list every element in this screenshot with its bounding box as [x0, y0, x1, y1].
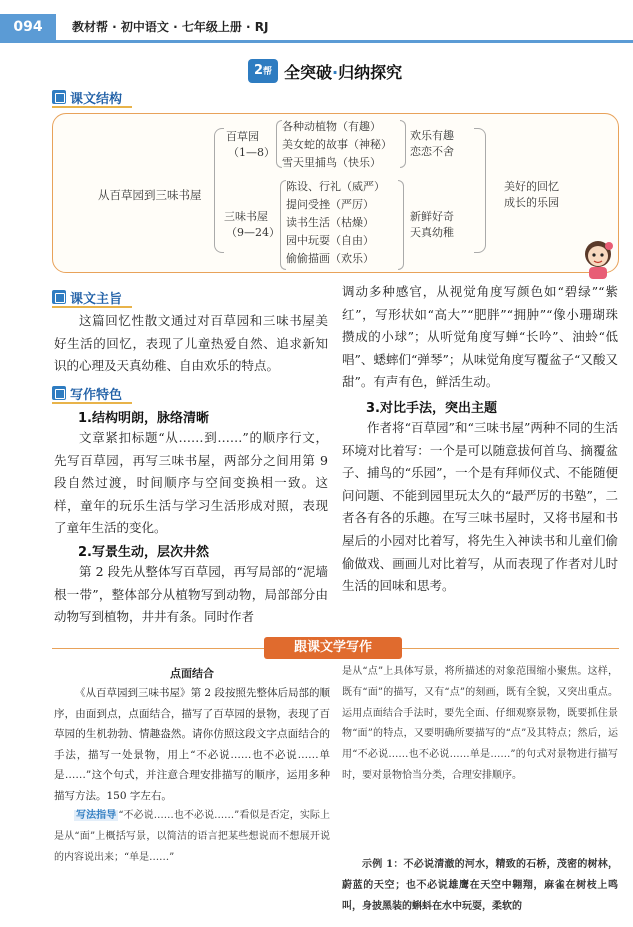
- banner-title: 全突破·归纳探究: [284, 62, 403, 82]
- feature-2-continued: 调动多种感官，从视觉角度写颜色如“碧绿”“紫红”，写形状如“高大”“肥胖”“拥肿”“像小珊瑚珠攒成的小球”；从听觉角度写蝉“长吟”、油蛉“低唱”、蟋蟀们“弹琴”；从味觉角度写覆盆子“又酸又甜”。有声有色，鲜活生动。: [342, 284, 618, 390]
- feature-1-title: 1.结构明朗，脉络清晰: [78, 411, 209, 426]
- part1-summary: 欢乐有趣: [410, 129, 454, 142]
- section-structure-heading: 课文结构: [52, 88, 122, 106]
- part1-item: 雪天里捕鸟（快乐）: [282, 156, 381, 169]
- header-divider: [0, 40, 633, 43]
- part1-item: 各种动植物（有趣）: [282, 120, 381, 133]
- part2-item: 园中玩耍（自由）: [286, 234, 374, 247]
- feature-3-text: 作者将“百草园”和“三味书屋”两种不同的生活环境对比着写：一个是可以随意拔何首乌、摘覆盆子、捕鸟的“乐园”，一个是有拜师仪式、不能随便问问题、不能到园里玩太久的“最严厉的书塾”，二者各有各的乐趣。在写三味书屋时，又将书屋和书屋后的小园对比着写，将先生入神读书和儿童们偷偷做戏、画画儿对比着写，从而表现了作者对儿时生活的回味和思考。: [342, 420, 618, 594]
- part2-range: （9—24）: [226, 226, 280, 239]
- section-features-heading: 写作特色: [52, 384, 122, 402]
- page-number: 094: [0, 14, 56, 40]
- part1-name: 百草园: [226, 130, 259, 143]
- part2-item: 读书生活（枯燥）: [286, 216, 374, 229]
- theme-text: 这篇回忆性散文通过对百草园和三味书屋美好生活的回忆，表现了儿童热爱自然、追求新知识的心理及天真幼稚、自由欢乐的特点。: [54, 313, 328, 374]
- writing-title: 点面结合: [170, 667, 214, 680]
- feature-3-title: 3.对比手法，突出主题: [366, 401, 497, 416]
- section-theme-heading: 课文主旨: [52, 288, 122, 306]
- page-header: [0, 0, 633, 40]
- structure-root: 从百草园到三味书屋: [98, 188, 202, 202]
- writing-banner: 跟课文学写作: [264, 637, 402, 659]
- part2-item: 陈设、行礼（威严）: [286, 180, 385, 193]
- section-banner: [248, 58, 402, 84]
- brace-part2-right: [398, 180, 404, 270]
- part2-summary: 新鲜好奇: [410, 210, 454, 223]
- hint-label: 写法指导: [76, 810, 117, 821]
- part1-summary: 恋恋不舍: [410, 145, 454, 158]
- girl-mascot-icon: [578, 236, 618, 280]
- part2-item: 偷偷描画（欢乐）: [286, 252, 374, 265]
- brace-conclusion: [474, 128, 486, 253]
- conclusion-line: 成长的乐园: [504, 196, 559, 209]
- part2-summary: 天真幼稚: [410, 226, 454, 239]
- conclusion-line: 美好的回忆: [504, 180, 559, 193]
- part2-item: 提问受挫（严厉）: [286, 198, 374, 211]
- feature-2-title: 2.写景生动，层次井然: [78, 545, 209, 560]
- eye-icon: [52, 290, 66, 304]
- section-underline: [52, 106, 132, 108]
- feature-2-text: 第 2 段先从整体写百草园，再写局部的“泥墙根一带”，整体部分从植物写到动物，局部部分由动物写到植物，井井有条。同时作者: [54, 564, 328, 625]
- writing-example: 示例 1：不必说清澈的河水，精致的石桥，茂密的树林，蔚蓝的天空；也不必说雄鹰在天空中翱翔，麻雀在树枝上鸣叫，身披黑装的蝌蚪在水中玩耍，柔软的: [342, 859, 618, 912]
- writing-hint: 写法指导 “不必说……也不必说……”看似是否定，实际上是从“面”上概括写景，以简洁的语言把某些想说而不想展开说的内容说出来；“单是……”: [54, 810, 330, 863]
- book-icon: [52, 90, 66, 104]
- part1-range: （1—8）: [228, 146, 275, 159]
- writing-task: 《从百草园到三味书屋》第 2 段按照先整体后局部的顺序，由面到点，点面结合，描写了百草园的景物，表现了百草园的生机勃勃、情趣盎然。请你仿照这段文字点面结合的手法，描写一处景物，用上“不必说……也不必说……单是……”这个句式，并注意合理安排描写的顺序，运用多种描写方法。150 字左右。: [54, 687, 330, 802]
- brace-part1-right: [400, 120, 406, 168]
- pen-icon: [52, 386, 66, 400]
- feature-1-text: 文章紧扣标题“从……到……”的顺序行文，先写百草园，再写三味书屋，两部分之间用第 9 段自然过渡，时间顺序与空间变换相一致。这样，童年的玩乐生活与学习生活形成对照，表现了童年生活的变化。: [54, 430, 328, 536]
- brace-main: [214, 128, 224, 253]
- badge-icon: 2帮: [248, 59, 278, 83]
- writing-hint-continued: 是从“点”上具体写景，将所描述的对象范围缩小聚焦。这样，既有“面”的描写，又有“点”的刻画，既有全貌，又突出重点。运用点面结合手法时，要先全面、仔细观察景物，既要抓住景物“面”的特点，又要明确所要描写的“点”及其特点；然后，运用“不必说……也不必说……单是……”的句式对景物进行描写时，要对景物恰当分类，合理安排顺序。: [342, 666, 618, 781]
- section-underline: [52, 402, 132, 404]
- section-underline: [52, 306, 132, 308]
- book-title: 教材帮 · 初中语文 · 七年级上册 · RJ: [72, 20, 269, 34]
- part2-name: 三味书屋: [224, 210, 268, 223]
- part1-item: 美女蛇的故事（神秘）: [282, 138, 392, 151]
